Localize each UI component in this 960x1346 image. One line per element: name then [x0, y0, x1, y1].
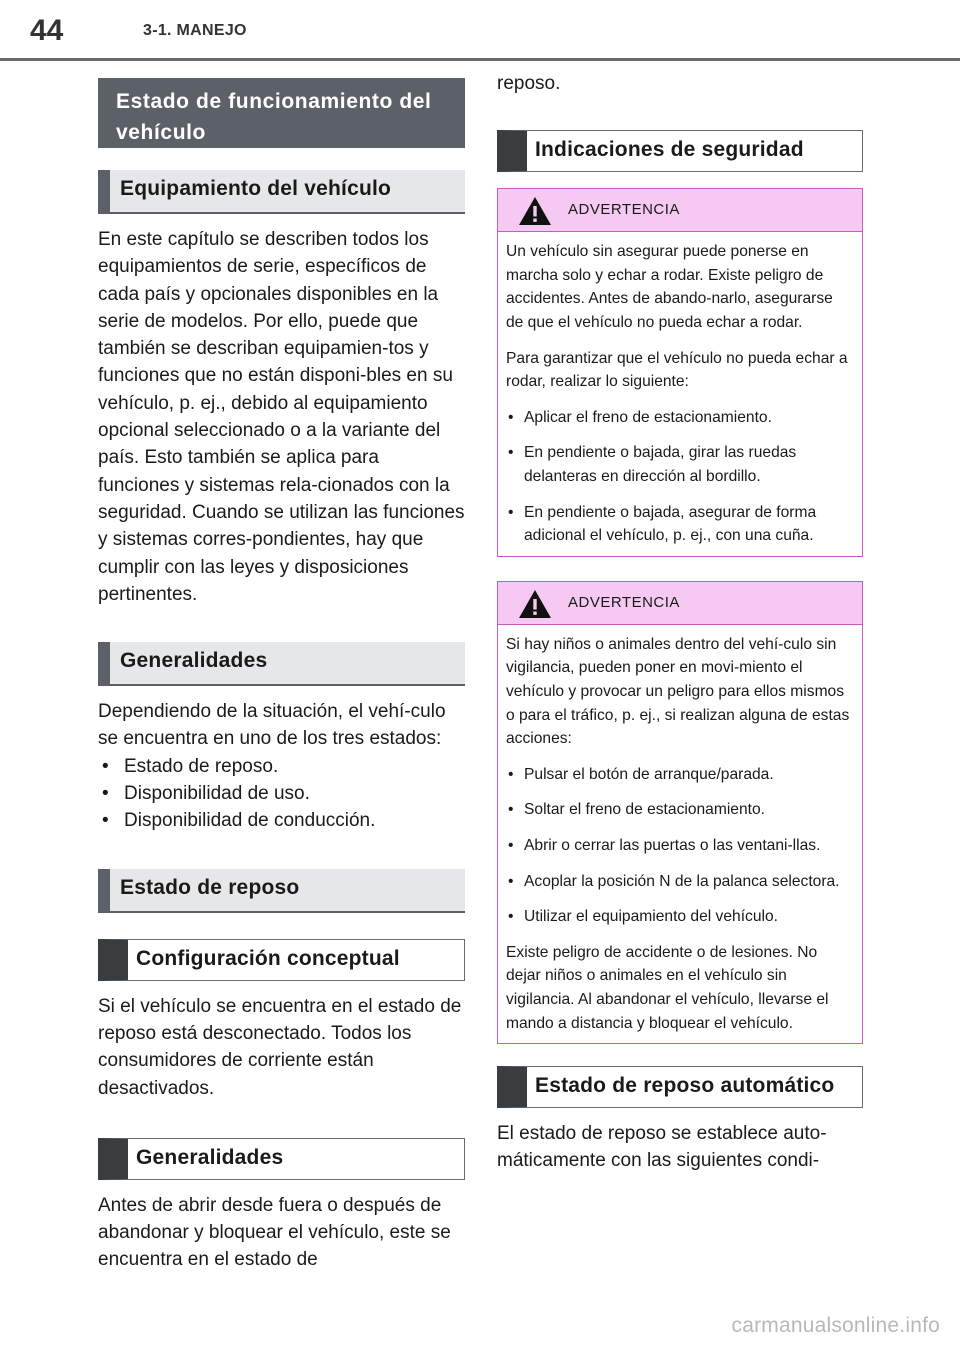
heading-generalidades-1: Generalidades	[98, 642, 465, 686]
page-header	[0, 0, 960, 62]
list-item: • Aplicar el freno de estacionamiento.	[506, 406, 854, 430]
warning-header	[498, 189, 862, 232]
warning-header	[498, 582, 862, 625]
warning-list	[506, 406, 854, 548]
warning-box-2	[497, 581, 863, 1044]
heading-reposo-automatico: Estado de reposo automático	[497, 1066, 863, 1108]
list-item: • Acoplar la posición N de la palanca selectora.	[506, 870, 854, 894]
paragraph-generalidades-2: Antes de abrir desde fuera o después de abandonar y bloquear el vehículo, este se encuentra en el estado de	[98, 1194, 451, 1271]
watermark: carmanualsonline.info	[731, 1314, 940, 1337]
list-item: • En pendiente o bajada, asegurar de forma adicional el vehículo, p. ej., con una cuña.	[506, 501, 854, 548]
warning-paragraph: Para garantizar que el vehículo no pueda echar a rodar, realizar lo siguiente:	[506, 349, 848, 391]
paragraph-generalidades-1: Dependiendo de la situación, el vehí-culo se encuentra en uno de los tres estados:	[98, 701, 446, 750]
heading-configuracion: Configuración conceptual	[98, 939, 465, 981]
section-main-heading: Estado de funcionamiento del vehículo	[98, 78, 465, 148]
list-item: • Utilizar el equipamiento del vehículo.	[506, 905, 854, 929]
paragraph-reposo-automatico: El estado de reposo se establece auto-máticamente con las siguientes condi-	[497, 1123, 827, 1172]
warning-body	[498, 232, 862, 556]
paragraph-equipamiento: En este capítulo se describen todos los equipamientos de serie, específicos de cada país y opcionales disponibles en la serie de modelos. Por ello, puede que también se describan equipamien-tos y funciones que no están disponi-bles en su vehículo, p. ej., debido al equipamiento opcional seleccionado o a la variante del país. Esto también se aplica para funciones y sistemas rela-cionados con la seguridad. Cuando se utilizan las funciones y sistemas corres-pondientes, hay que cumplir con las leyes y disposiciones pertinentes.	[98, 229, 465, 605]
warning-list	[506, 763, 854, 929]
warning-paragraph: Un vehículo sin asegurar puede ponerse en marcha solo y echar a rodar. Existe peligro de accidentes. Antes de abando-narlo, asegurarse de que el vehículo no pueda echar a rodar.	[506, 243, 833, 332]
warning-title: ADVERTENCIA	[568, 201, 680, 219]
heading-equipamiento: Equipamiento del vehículo	[98, 170, 465, 214]
warning-body	[498, 625, 862, 1043]
heading-generalidades-2: Generalidades	[98, 1138, 465, 1180]
header-rule	[0, 58, 960, 61]
heading-seguridad: Indicaciones de seguridad	[497, 130, 863, 172]
list-item: • Abrir o cerrar las puertas o las ventani-llas.	[506, 834, 854, 858]
list-item: • Disponibilidad de uso.	[98, 780, 465, 807]
warning-paragraph: Existe peligro de accidente o de lesiones. No dejar niños o animales en el vehículo sin vigilancia. Al abandonar el vehículo, llevarse el mando a distancia y bloquear el vehículo.	[506, 943, 829, 1032]
right-column	[497, 70, 863, 1175]
paragraph-continuation: reposo.	[497, 73, 561, 94]
warning-box-1	[497, 188, 863, 557]
states-list	[98, 753, 465, 835]
left-column	[98, 78, 465, 1274]
list-item: • Soltar el freno de estacionamiento.	[506, 798, 854, 822]
chapter-title: 3-1. MANEJO	[143, 22, 247, 39]
warning-triangle-icon	[518, 589, 552, 619]
heading-estado-reposo: Estado de reposo	[98, 869, 465, 913]
warning-title: ADVERTENCIA	[568, 593, 680, 611]
list-item: • Disponibilidad de conducción.	[98, 807, 465, 834]
warning-triangle-icon	[518, 196, 552, 226]
page-number: 44	[30, 14, 64, 47]
list-item: • Pulsar el botón de arranque/parada.	[506, 763, 854, 787]
warning-paragraph: Si hay niños o animales dentro del vehí-culo sin vigilancia, pueden poner en movi-miento el vehículo y provocar un peligro para ellos mismos o para el tráfico, p. ej., si realizan alguna de estas acciones:	[506, 635, 850, 748]
list-item: • Estado de reposo.	[98, 753, 465, 780]
list-item: • En pendiente o bajada, girar las ruedas delanteras en dirección al bordillo.	[506, 441, 854, 488]
paragraph-configuracion: Si el vehículo se encuentra en el estado de reposo está desconectado. Todos los consumidores de corriente están desactivados.	[98, 995, 462, 1099]
